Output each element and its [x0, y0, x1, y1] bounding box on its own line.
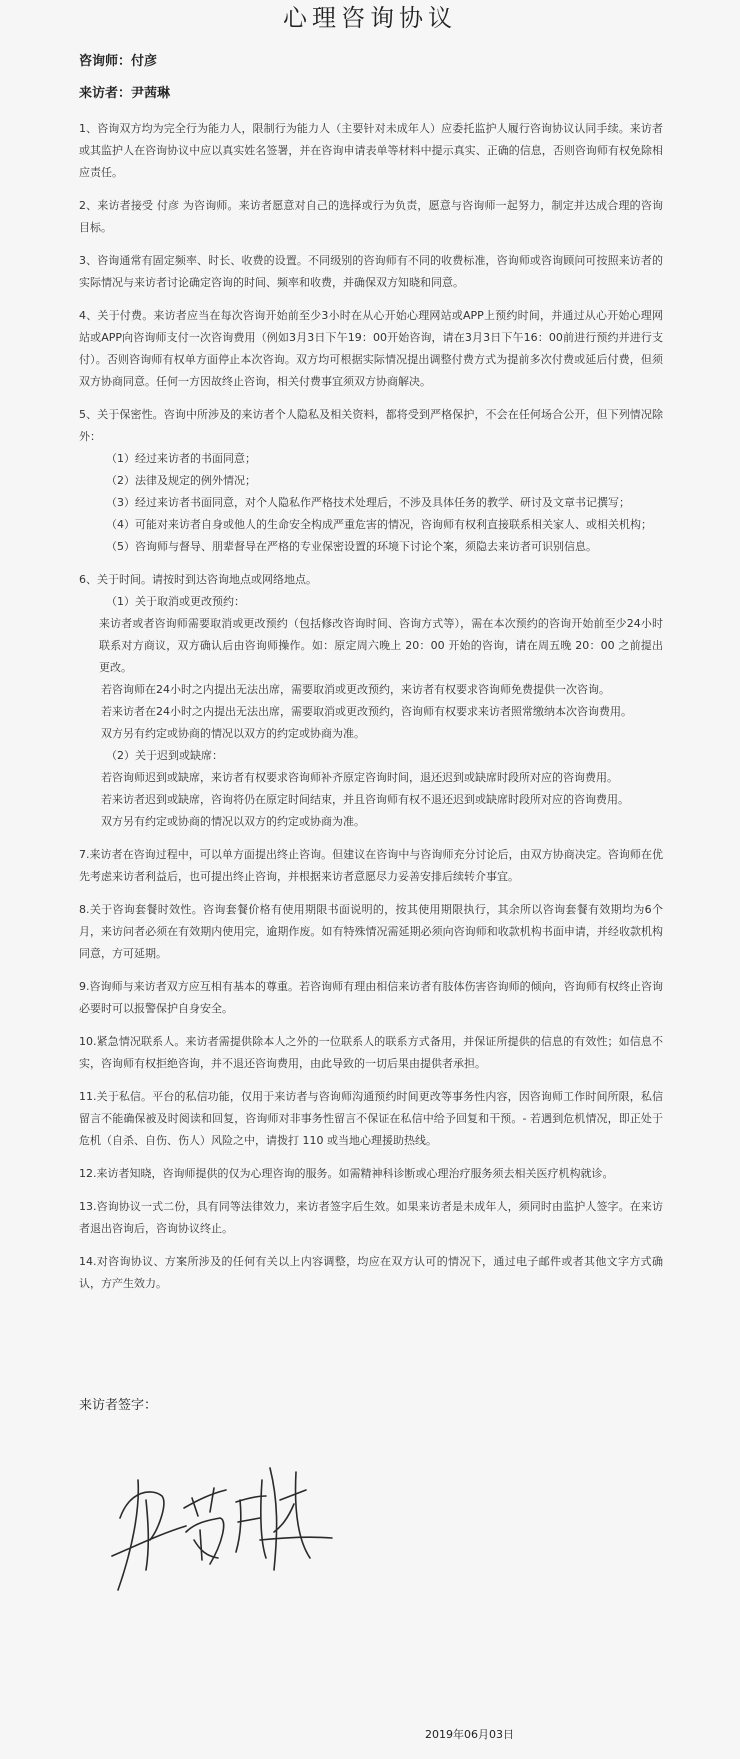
client-line: 来访者：尹茜琳: [79, 86, 171, 101]
clause-6-paragraph: 若来访者在24小时之内提出无法出席，需要取消或更改预约，咨询师有权要求来访者照常缴纳本次咨询费用。: [101, 705, 632, 718]
clause-11: 11.关于私信。平台的私信功能，仅用于来访者与咨询师沟通预约时间更改等事务性内容，因咨询师工作时间所限，私信留言不能确保被及时阅读和回复，咨询师对非事务性留言不保证在私信中给予回复和干预。- 若遇到危机情况，即正处于危机（自杀、自伤、伤人）风险之中，请拨打 110 或当地心理援助热线。: [79, 1090, 663, 1147]
clause-4: 4、关于付费。来访者应当在每次咨询开始前至少3小时在从心开始心理网站或APP上预约时间，并通过从心开始心理网站或APP向咨询师支付一次咨询费用（例如3月3日下午19：00开始咨询，请在3月3日下午16：00前进行预约并进行支付）。否则咨询师有权单方面停止本次咨询。双方均可根据实际情况提出调整付费方式为提前多次付费或延后付费，但须双方协商同意。任何一方因故终止咨询，相关付费事宜须双方协商解决。: [79, 309, 663, 388]
list-item: （4）可能对来访者自身或他人的生命安全构成严重危害的情况，咨询师有权利直接联系相关家人、或相关机构；: [106, 518, 652, 531]
clause-6-subheading-1: （1）关于取消或更改预约：: [106, 595, 245, 608]
clause-3: 3、咨询通常有固定频率、时长、收费的设置。不同级别的咨询师有不同的收费标准，咨询师或咨询顾问可按照来访者的实际情况与来访者讨论确定咨询的时间、频率和收费，并确保双方知晓和同意。: [79, 254, 663, 289]
handwritten-signature: [110, 1460, 335, 1600]
list-item: （5）咨询师与督导、朋辈督导在严格的专业保密设置的环境下讨论个案，须隐去来访者可识别信息。: [106, 540, 597, 553]
clause-12: 12.来访者知晓，咨询师提供的仅为心理咨询的服务。如需精神科诊断或心理治疗服务须去相关医疗机构就诊。: [79, 1167, 614, 1180]
list-item: （3）经过来访者书面同意，对个人隐私作严格技术处理后，不涉及具体任务的教学、研讨及文章书记撰写；: [106, 496, 630, 509]
clause-13: 13.咨询协议一式二份，具有同等法律效力，来访者签字后生效。如果来访者是未成年人，须同时由监护人签字。在来访者退出咨询后，咨询协议终止。: [79, 1200, 663, 1235]
clause-6-paragraph: 若咨询师迟到或缺席，来访者有权要求咨询师补齐原定咨询时间，退还迟到或缺席时段所对应的咨询费用。: [101, 771, 618, 784]
clause-6-paragraph: 若来访者迟到或缺席，咨询将仍在原定时间结束，并且咨询师有权不退还迟到或缺席时段所对应的咨询费用。: [101, 793, 629, 806]
agreement-body: [79, 52, 663, 1295]
clause-1: 1、咨询双方均为完全行为能力人，限制行为能力人（主要针对未成年人）应委托监护人履行咨询协议认同手续。来访者或其监护人在咨询协议中应以真实姓名签署，并在咨询申请表单等材料中提示真实、正确的信息，否则咨询师有权免除相应责任。: [79, 122, 663, 179]
clause-6: 6、关于时间。请按时到达咨询地点或网络地点。: [79, 573, 317, 586]
clause-2: 2、来访者接受 付彦 为咨询师。来访者愿意对自己的选择或行为负责，愿意与咨询师一起努力，制定并达成合理的咨询目标。: [79, 199, 663, 234]
list-item: （1）经过来访者的书面同意；: [106, 452, 256, 465]
clause-5-list: [79, 448, 663, 558]
clause-9: 9.咨询师与来访者双方应互相有基本的尊重。若咨询师有理由相信来访者有肢体伤害咨询师的倾向，咨询师有权终止咨询必要时可以报警保护自身安全。: [79, 980, 663, 1015]
page-title: 心理咨询协议: [283, 4, 457, 32]
clause-5: 5、关于保密性。咨询中所涉及的来访者个人隐私及相关资料，都将受到严格保护，不会在任何场合公开，但下列情况除外：: [79, 408, 663, 443]
clause-10: 10.紧急情况联系人。来访者需提供除本人之外的一位联系人的联系方式备用，并保证所提供的信息的有效性；如信息不实，咨询师有权拒绝咨询，并不退还咨询费用，由此导致的一切后果由提供者承担。: [79, 1035, 663, 1070]
clause-6-paragraph: 双方另有约定或协商的情况以双方的约定或协商为准。: [101, 727, 365, 740]
clause-6-paragraph: 若咨询师在24小时之内提出无法出席，需要取消或更改预约，来访者有权要求咨询师免费提供一次咨询。: [101, 683, 610, 696]
counselor-line: 咨询师：付彦: [79, 54, 158, 69]
signing-date: 2019年06月03日: [425, 1728, 514, 1741]
clause-6-paragraph: 双方另有约定或协商的情况以双方的约定或协商为准。: [101, 815, 365, 828]
clause-14: 14.对咨询协议、方案所涉及的任何有关以上内容调整，均应在双方认可的情况下，通过电子邮件或者其他文字方式确认，方产生效力。: [79, 1255, 663, 1290]
clause-7: 7.来访者在咨询过程中，可以单方面提出终止咨询。但建议在咨询中与咨询师充分讨论后，由双方协商决定。咨询师在优先考虑来访者利益后，也可提出终止咨询，并根据来访者意愿尽力妥善安排后续转介事宜。: [79, 848, 663, 883]
signature-label: 来访者签字：: [79, 1398, 158, 1413]
clause-6-subheading-2: （2）关于迟到或缺席：: [106, 749, 223, 762]
clause-8: 8.关于咨询套餐时效性。咨询套餐价格有使用期限书面说明的，按其使用期限执行，其余所以咨询套餐有效期均为6个月，来访问者必须在有效期内使用完，逾期作废。如有特殊情况需延期必须向咨询师和收款机构书面申请，并经收款机构同意，方可延期。: [79, 903, 663, 960]
clause-6-paragraph: 来访者或者咨询师需要取消或更改预约（包括修改咨询时间、咨询方式等），需在本次预约的咨询开始前至少24小时联系对方商议，双方确认后由咨询师操作。如：原定周六晚上 20：00 开始的咨询，请在周五晚 20：00 之前提出更改。: [99, 617, 663, 674]
list-item: （2）法律及规定的例外情况；: [106, 474, 256, 487]
